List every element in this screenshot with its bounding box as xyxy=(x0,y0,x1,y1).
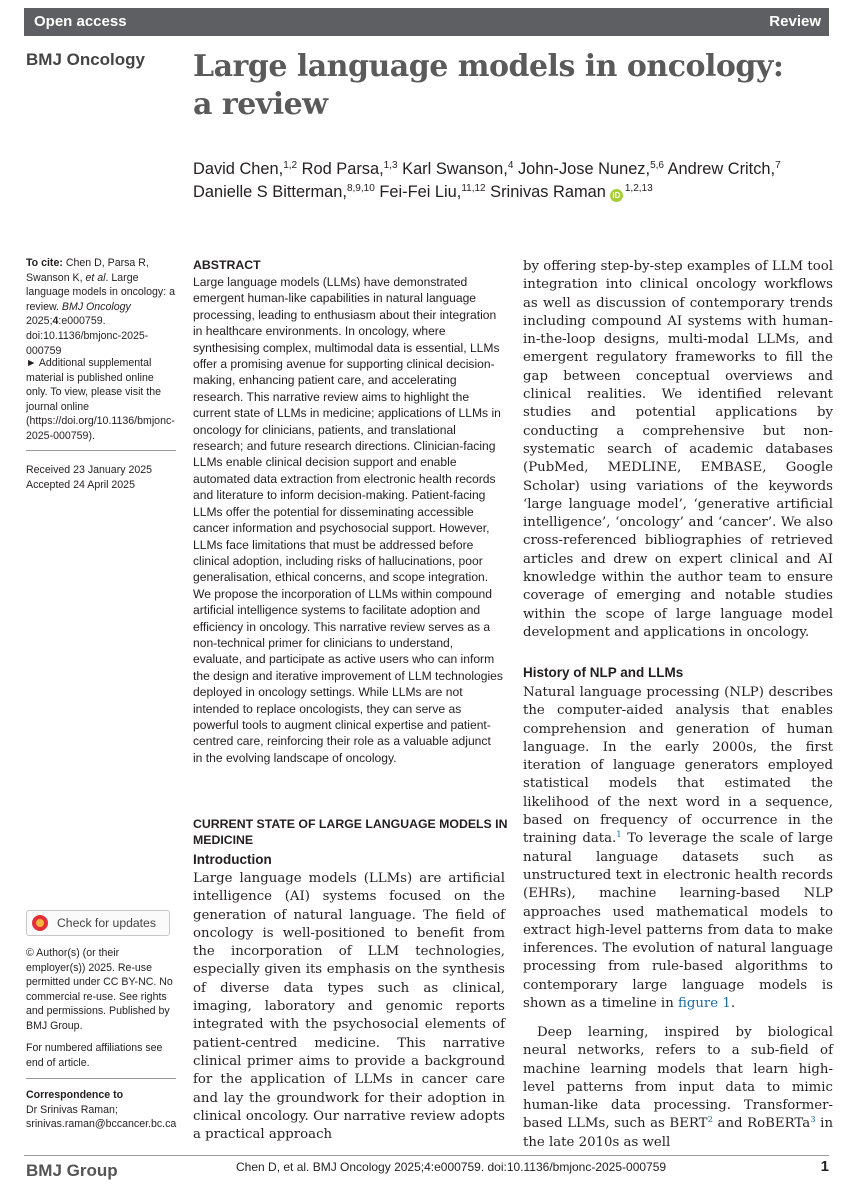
supplemental-note[interactable]: ► Additional supplemental material is published online only. To view, please visit the journal online (https://doi.org/10.1136/bmjonc-2025-000759). xyxy=(26,357,175,442)
history-heading: History of NLP and LLMs xyxy=(523,665,684,680)
figure-link[interactable]: figure 1 xyxy=(677,996,731,1012)
author[interactable]: Fei-Fei Liu, xyxy=(374,183,462,201)
abstract-text: Large language models (LLMs) have demonstrated emergent human-like capabilities in natural language processing, leading to enthusiasm about their integration in healthcare environments. In oncology, where synthesising complex, multimodal data is essential, LLMs offer a promising avenue for supporting clinical decision-making, enhancing patient care, and accelerating research. This narrative review aims to highlight the current state of LLMs in medicine; applications of LLMs in oncology for clinicians, patients, and translational research; and future research directions. Clinician-facing LLMs enable clinical decision support and enable automated data extraction from electronic health records and literature to inform decision-making. Patient-facing LLMs offer the potential for disseminating accessible cancer information and psychosocial support. However, LLMs face limitations that must be addressed before clinical adoption, including risks of hallucinations, poor generalisation, ethical concerns, and scope integration. We propose the incorporation of LLMs within compound artificial intelligence systems to facilitate adoption and efficiency in oncology. This narrative review serves as a non-technical primer for clinicians to understand, evaluate, and participate as active users who can inform the design and iterative improvement of LLM technologies deployed in oncology settings. While LLMs are not intended to replace oncologists, they can serve as powerful tools to augment clinical expertise and patient-centred care, reinforcing their role as a valuable adjunct in the evolving landscape of oncology. xyxy=(193,275,503,765)
article-type-label: Review xyxy=(769,13,821,30)
author[interactable]: Danielle S Bitterman, xyxy=(193,183,347,201)
page-number: 1 xyxy=(820,1158,829,1175)
top-banner xyxy=(24,8,829,36)
divider xyxy=(26,1078,176,1079)
reference-link[interactable]: 3 xyxy=(810,1115,816,1126)
author[interactable]: John-Jose Nunez, xyxy=(513,160,651,178)
orcid-icon[interactable]: iD xyxy=(610,189,623,202)
author[interactable]: Karl Swanson, xyxy=(397,160,508,178)
divider xyxy=(26,450,176,451)
affiliations-note: For numbered affiliations see end of article. xyxy=(26,1042,163,1069)
dates: Received 23 January 2025 Accepted 24 April 2025 xyxy=(26,464,153,491)
author-list: David Chen,$^{1,2}$ Rod Parsa,$^{1,3}$ Karl Swanson,$^4$ John-Jose Nunez,$^{5,6}$ Andrew Critch,$^7$ Danielle S Bitterman,$^{8,9,10}$ Fei-Fei Liu,$^{11,12}$ Srinivas Raman iD$^{1,2,13}$ xyxy=(193,160,781,201)
journal-name: BMJ Oncology xyxy=(26,50,146,69)
article-title: Large language models in oncology: a review xyxy=(193,49,784,122)
citation-box: To cite: Chen D, Parsa R, Swanson K, et al. Large language models in oncology: a review. BMJ Oncology 2025;4:e000759. doi:10.1136/bmjonc-2025-000759 xyxy=(26,257,176,357)
footer-divider xyxy=(24,1155,829,1156)
history-paragraph-1: Natural language processing (NLP) describes the computer-aided analysis that enables comprehension and generation of human language. In the early 2000s, the first iteration of language generators employed statistical models that estimated the likelihood of the next word in a sequence, based on frequency of occurrence in the training data.$^1$ To leverage the scale of large natural language datasets such as unstructured text in electronic health records (EHRs), machine learning-based NLP approaches used mathematical models to extract high-level patterns from data to make inferences. The evolution of natural language processing from rule-based algorithms to contemporary large language models is shown as a timeline in figure 1. xyxy=(523,685,834,1012)
crossmark-icon xyxy=(32,915,48,931)
check-for-updates-button[interactable]: Check for updates xyxy=(26,910,170,936)
correspondence-email[interactable]: srinivas.raman@bccancer.bc.ca xyxy=(26,1118,177,1131)
author[interactable]: David Chen, xyxy=(193,160,284,178)
license-note: © Author(s) (or their employer(s)) 2025. Re-use permitted under CC BY-NC. No commercial re-use. See rights and permissions. Published by BMJ Group. xyxy=(26,947,173,1032)
footer-citation: Chen D, et al. BMJ Oncology 2025;4:e000759. doi:10.1136/bmjonc-2025-000759 xyxy=(236,1160,667,1174)
introduction-text: Large language models (LLMs) are artificial intelligence (AI) systems focused on the generation of natural language. The field of oncology is well-positioned to benefit from the incorporation of LLM technologies, especially given its emphasis on the synthesis of diverse data types such as clinical, imaging, laboratory and genomic reports integrated with the psychosocial elements of patient-centred medicine. This narrative clinical primer aims to provide a background for the application of LLMs in cancer care and lay the groundwork for their adoption in clinical oncology. Our narrative review adopts a practical approach xyxy=(193,871,505,1143)
continued-text: by offering step-by-step examples of LLM tool integration into clinical oncology workflows as well as discussion of contemporary trends including compound AI systems with human-in-the-loop designs, multi-modal LLMs, and emergent regulatory frameworks to fill the gap between conceptual overviews and clinical realities. We identified relevant studies and potential applications by conducting a comprehensive but non-systematic search of academic databases (PubMed, MEDLINE, EMBASE, Google Scholar) using variations of the keywords ‘large language model’, ‘generative artificial intelligence’, ‘oncology’ and ‘cancer’. We also cross-referenced bibliographies of retrieved articles and drew on expert clinical and AI knowledge within the author team to ensure coverage of emerging and notable studies within the scope of large language model development and applications in oncology. xyxy=(523,259,833,640)
open-access-label: Open access xyxy=(34,13,127,30)
author[interactable]: Srinivas Raman xyxy=(485,183,606,201)
bmj-group-logo: BMJ Group xyxy=(26,1161,118,1180)
author[interactable]: Rod Parsa, xyxy=(297,160,384,178)
correspondence: Correspondence to Dr Srinivas Raman; srinivas.raman@bccancer.bc.ca xyxy=(26,1089,177,1131)
history-paragraph-2: Deep learning, inspired by biological neural networks, refers to a sub-field of machine learning models that learn high-level patterns from input data to mimic human-like data processing. Transformer-based LLMs, such as BERT$^2$ and RoBERTa$^3$ in the late 2010s as well xyxy=(523,1025,834,1150)
reference-link[interactable]: 2 xyxy=(707,1115,713,1126)
section-heading: CURRENT STATE OF LARGE LANGUAGE MODELS IN MEDICINE xyxy=(193,817,508,847)
introduction-heading: Introduction xyxy=(193,852,272,867)
reference-link[interactable]: 1 xyxy=(616,830,622,841)
abstract-heading: ABSTRACT xyxy=(193,258,261,272)
author[interactable]: Andrew Critch, xyxy=(663,160,776,178)
